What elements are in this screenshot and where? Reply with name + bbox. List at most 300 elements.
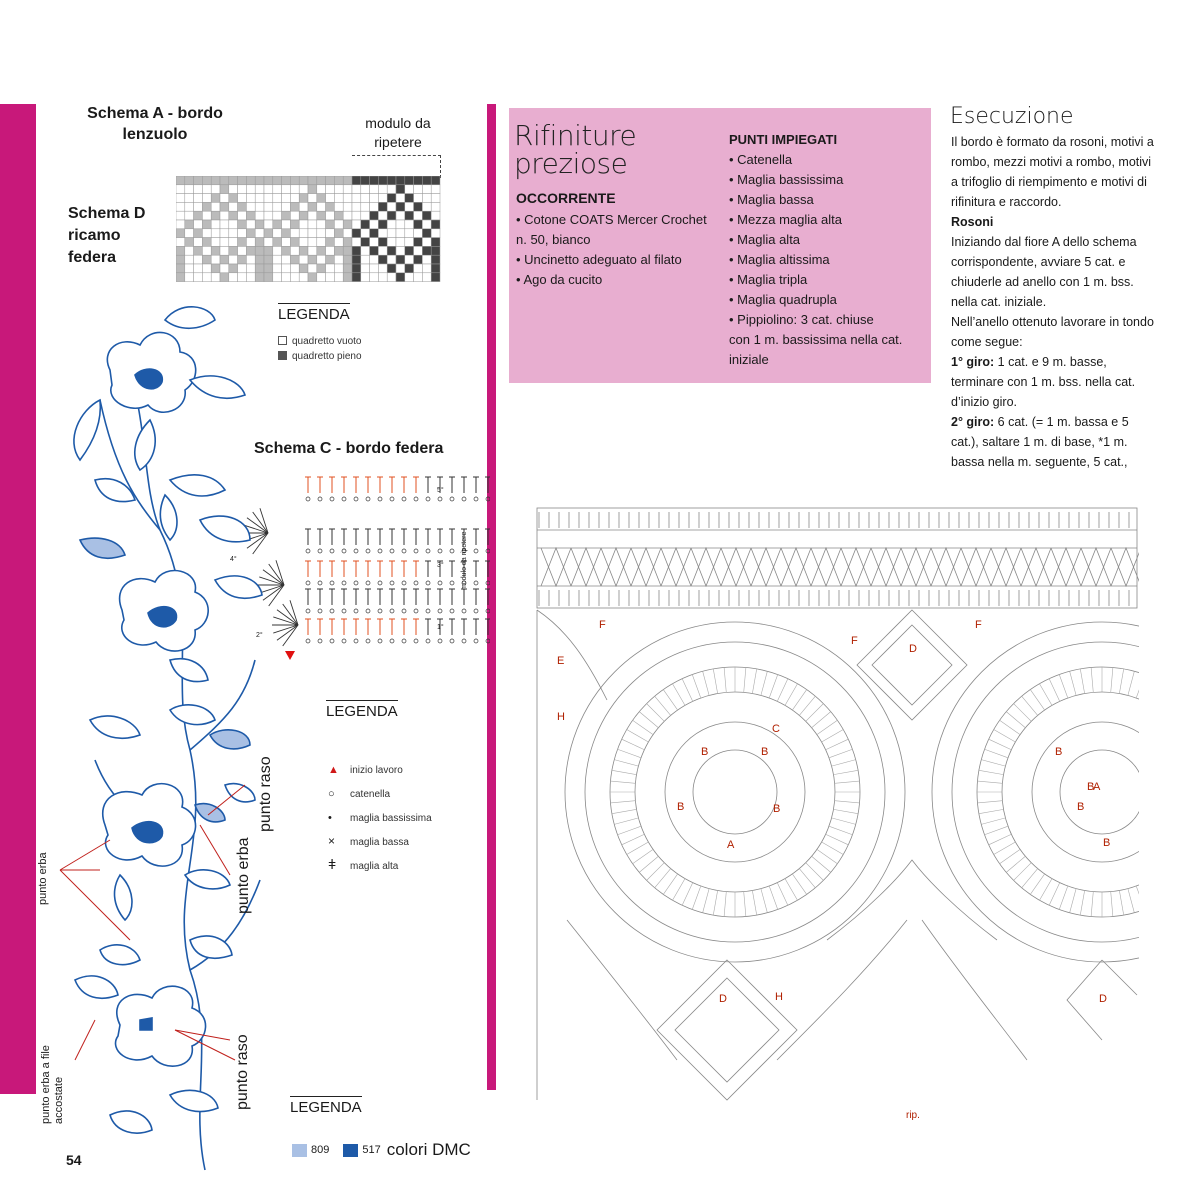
- grid-cell: [352, 202, 361, 211]
- grid-cell: [238, 202, 247, 211]
- grid-cell: [343, 238, 352, 247]
- grid-cell: [202, 238, 211, 247]
- grid-cell: [273, 185, 282, 194]
- grid-cell: [334, 273, 343, 282]
- rosette-ray: [703, 671, 709, 695]
- grid-cell: [299, 255, 308, 264]
- grid-cell: [405, 264, 414, 273]
- rosette-ray: [806, 704, 824, 722]
- grid-cell: [378, 185, 387, 194]
- rosette-ray: [977, 801, 1002, 803]
- rosette-ray: [647, 863, 665, 881]
- grid-cell: [414, 264, 423, 273]
- grid-cell: [282, 255, 291, 264]
- grid-cell: [370, 220, 379, 229]
- grid-cell: [176, 185, 185, 194]
- rosette-ray: [981, 760, 1005, 766]
- chart-letter-label: B: [1087, 781, 1095, 793]
- grid-cell: [414, 211, 423, 220]
- chart-letter-label: D: [909, 643, 917, 655]
- chain-mark: [330, 581, 334, 585]
- rosette-ray: [761, 889, 767, 913]
- grid-cell: [343, 255, 352, 264]
- rosette-ray: [1030, 690, 1044, 710]
- grid-cell: [185, 246, 194, 255]
- grid-cell: [378, 229, 387, 238]
- grid-cell: [202, 264, 211, 273]
- rosette-ray: [663, 690, 677, 710]
- rosette-ray: [833, 770, 858, 774]
- grid-cell: [431, 238, 440, 247]
- grid-cell: [387, 229, 396, 238]
- zigzag-band: [871, 548, 901, 586]
- dmc-swatch-809: [292, 1144, 307, 1157]
- rosette-ray: [639, 712, 658, 728]
- rosette-ray: [977, 781, 1002, 783]
- grid-cell: [211, 185, 220, 194]
- grid-cell: [282, 238, 291, 247]
- rip-label: rip.: [906, 1110, 920, 1121]
- legend-c-items: [328, 760, 432, 880]
- grid-cell: [194, 194, 203, 203]
- chain-mark: [390, 639, 394, 643]
- rosette-ray: [713, 669, 717, 694]
- legend-c: [326, 700, 398, 721]
- chain-mark: [390, 581, 394, 585]
- rosette-ray: [1000, 720, 1020, 734]
- chart-letter-label: F: [851, 635, 858, 647]
- grid-cell: [211, 220, 220, 229]
- grid-cell: [422, 273, 431, 282]
- rosette-ray: [673, 879, 686, 901]
- chain-mark: [354, 609, 358, 613]
- grid-cell: [352, 211, 361, 220]
- grid-cell: [361, 238, 370, 247]
- grid-cell: [220, 176, 229, 185]
- punti-line: con 1 m. bassissima nella cat.: [729, 332, 903, 347]
- grid-cell: [396, 194, 405, 203]
- grid-cell: [202, 255, 211, 264]
- rosette-ray: [822, 842, 844, 855]
- grid-cell: [185, 238, 194, 247]
- chain-mark: [366, 549, 370, 553]
- occorrente-line: • Uncinetto adeguato al filato: [516, 252, 682, 267]
- grid-cell: [317, 264, 326, 273]
- punti-line: • Maglia alta: [729, 232, 801, 247]
- rosette-ray: [744, 892, 746, 917]
- rosette-ray: [692, 886, 701, 909]
- grid-cell: [422, 185, 431, 194]
- grid-cell: [422, 202, 431, 211]
- grid-cell: [185, 264, 194, 273]
- grid-cell: [370, 194, 379, 203]
- grid-cell: [238, 229, 247, 238]
- grid-cell: [326, 202, 335, 211]
- grid-cell: [176, 176, 185, 185]
- rosette-ray: [1128, 889, 1134, 913]
- grid-cell: [378, 238, 387, 247]
- rosette-ray: [744, 667, 746, 692]
- grid-cell: [255, 185, 264, 194]
- grid-cell: [264, 202, 273, 211]
- zigzag-band: [571, 548, 601, 586]
- grid-cell: [414, 202, 423, 211]
- rosette-ray: [832, 760, 856, 766]
- grid-cell: [334, 176, 343, 185]
- grid-cell: [290, 273, 299, 282]
- punti-line: • Catenella: [729, 152, 793, 167]
- grid-cell: [299, 220, 308, 229]
- rosette-ray: [994, 730, 1016, 743]
- grid-cell: [246, 255, 255, 264]
- chart-letter-label: A: [1093, 781, 1101, 793]
- rosette-ray: [1111, 892, 1113, 917]
- grid-cell: [370, 255, 379, 264]
- grid-cell: [282, 185, 291, 194]
- grid-cell: [229, 264, 238, 273]
- rosette-ray: [799, 869, 815, 888]
- grid-cell: [185, 176, 194, 185]
- fan-stitch: [290, 600, 298, 625]
- chain-mark: [378, 581, 382, 585]
- grid-cell: [431, 185, 440, 194]
- grid-cell: [431, 246, 440, 255]
- grid-cell: [211, 202, 220, 211]
- rosette-ray: [1080, 669, 1084, 694]
- schema-c-title: Schema C - bordo federa: [254, 440, 444, 457]
- grid-cell: [387, 220, 396, 229]
- punti-line: • Mezza maglia alta: [729, 212, 842, 227]
- chart-letter-label: D: [1099, 993, 1107, 1005]
- grid-cell: [334, 229, 343, 238]
- grid-cell: [396, 246, 405, 255]
- chain-mark: [438, 609, 442, 613]
- zigzag-band: [961, 548, 991, 586]
- grid-cell: [238, 194, 247, 203]
- grid-cell: [194, 220, 203, 229]
- grid-cell: [317, 185, 326, 194]
- dmc-legend: [290, 1096, 362, 1117]
- occorrente-line: • Ago da cucito: [516, 272, 603, 287]
- grid-cell: [308, 238, 317, 247]
- grid-cell: [361, 273, 370, 282]
- chain-mark: [306, 581, 310, 585]
- grid-cell: [282, 220, 291, 229]
- grid-cell: [264, 229, 273, 238]
- grid-cell: [308, 194, 317, 203]
- grid-cell: [290, 211, 299, 220]
- grid-cell: [255, 246, 264, 255]
- grid-cell: [246, 246, 255, 255]
- chain-mark: [306, 497, 310, 501]
- grid-cell: [317, 273, 326, 282]
- punti-line: • Maglia bassa: [729, 192, 814, 207]
- grid-cell: [387, 194, 396, 203]
- chain-mark: [486, 581, 490, 585]
- grid-cell: [176, 211, 185, 220]
- grid-cell: [317, 176, 326, 185]
- grid-cell: [290, 185, 299, 194]
- grid-cell: [396, 264, 405, 273]
- cross-icon: ×: [328, 834, 336, 848]
- grid-cell: [264, 176, 273, 185]
- chain-mark: [390, 549, 394, 553]
- grid-cell: [361, 264, 370, 273]
- grid-cell: [370, 273, 379, 282]
- dmc-legend-title: LEGENDA: [290, 1096, 362, 1116]
- chain-mark: [462, 609, 466, 613]
- grid-cell: [238, 246, 247, 255]
- grid-cell: [361, 202, 370, 211]
- rosette-ray: [1070, 889, 1076, 913]
- grid-cell: [211, 229, 220, 238]
- grid-cell: [334, 202, 343, 211]
- dmc-code-517: 517: [362, 1144, 381, 1156]
- occorrente-line: n. 50, bianco: [516, 232, 591, 247]
- rosette-ray: [618, 826, 641, 835]
- grid-cell: [387, 238, 396, 247]
- rosette-ray: [1040, 684, 1053, 706]
- chain-mark: [474, 639, 478, 643]
- grid-cell: [308, 185, 317, 194]
- grid-cell: [194, 246, 203, 255]
- grid-cell: [370, 229, 379, 238]
- grid-cell: [211, 246, 220, 255]
- grid-cell: [185, 185, 194, 194]
- chain-mark: [486, 549, 490, 553]
- legend-a-item-empty: quadretto vuoto: [278, 336, 362, 347]
- legend-c-item: × maglia bassa: [328, 834, 409, 848]
- chain-mark: [414, 581, 418, 585]
- grid-cell: [229, 238, 238, 247]
- rosette-ray: [812, 712, 831, 728]
- grid-cell: [255, 202, 264, 211]
- grid-cell: [299, 194, 308, 203]
- chain-mark: [450, 609, 454, 613]
- grid-cell: [326, 238, 335, 247]
- grid-cell: [308, 273, 317, 282]
- grid-cell: [334, 185, 343, 194]
- grid-cell: [176, 229, 185, 238]
- chain-mark: [378, 549, 382, 553]
- chart-letter-label: F: [975, 619, 982, 631]
- grid-cell: [405, 273, 414, 282]
- chain-mark: [318, 639, 322, 643]
- grid-cell: [361, 220, 370, 229]
- grid-cell: [282, 246, 291, 255]
- rosette-ray: [1030, 874, 1044, 894]
- rosette-ray: [979, 770, 1004, 774]
- grid-cell: [273, 202, 282, 211]
- grid-cell: [220, 238, 229, 247]
- chain-mark: [474, 609, 478, 613]
- grid-cell: [273, 255, 282, 264]
- rosette-ray: [1119, 669, 1123, 694]
- chain-mark: [414, 609, 418, 613]
- rosette-ray: [826, 834, 849, 845]
- chain-mark: [450, 581, 454, 585]
- grid-cell: [370, 202, 379, 211]
- grid-cell: [378, 246, 387, 255]
- grid-cell: [220, 202, 229, 211]
- box-title-line-2: preziose: [514, 147, 628, 180]
- grid-cell: [282, 194, 291, 203]
- chain-mark: [414, 497, 418, 501]
- grid-cell: [431, 220, 440, 229]
- rosette-ray: [777, 883, 788, 906]
- grid-cell: [414, 246, 423, 255]
- legend-a-item-full: quadretto pieno: [278, 351, 362, 362]
- rosette-ray: [1070, 671, 1076, 695]
- grid-cell: [317, 229, 326, 238]
- punti-line: • Maglia tripla: [729, 272, 808, 287]
- rosette-ray: [785, 684, 798, 706]
- grid-cell: [229, 211, 238, 220]
- schema-a-title: Schema A - bordo lenzuolo: [87, 105, 223, 143]
- grid-cell: [422, 229, 431, 238]
- grid-cell: [334, 220, 343, 229]
- grid-cell: [414, 185, 423, 194]
- grid-cell: [246, 202, 255, 211]
- grid-cell: [308, 246, 317, 255]
- grid-cell: [396, 211, 405, 220]
- grid-cell: [194, 211, 203, 220]
- legend-c-item: • maglia bassissima: [328, 812, 432, 824]
- grid-cell: [220, 220, 229, 229]
- embroidery-vine: [40, 280, 290, 1180]
- grid-cell: [290, 238, 299, 247]
- grid-cell: [334, 194, 343, 203]
- chart-letter-label: B: [1103, 837, 1111, 849]
- grid-cell: [378, 220, 387, 229]
- rosette-ray: [1136, 675, 1139, 698]
- grid-cell: [396, 255, 405, 264]
- punti-line: • Pippiolino: 3 cat. chiuse: [729, 312, 874, 327]
- chart-letter-label: F: [599, 619, 606, 631]
- grid-cell: [405, 176, 414, 185]
- grid-cell: [387, 185, 396, 194]
- dmc-colors: [292, 1140, 471, 1160]
- grid-cell: [211, 255, 220, 264]
- grid-cell: [387, 255, 396, 264]
- legend-a: [278, 303, 362, 362]
- grid-cell: [290, 246, 299, 255]
- grid-cell: [326, 229, 335, 238]
- occorrente-line: • Cotone COATS Mercer Crochet: [516, 212, 707, 227]
- chain-mark: [318, 609, 322, 613]
- rosette-ray: [994, 842, 1016, 855]
- chain-mark: [330, 497, 334, 501]
- grid-cell: [246, 176, 255, 185]
- chain-mark: [342, 639, 346, 643]
- chain-mark: [330, 549, 334, 553]
- giro-1-label: 1° giro:: [951, 355, 995, 369]
- chart-letter-label: B: [773, 803, 781, 815]
- grid-cell: [317, 220, 326, 229]
- esecuzione-text: Il bordo è formato da rosoni, motivi a rombo, mezzi motivi a rombo, motivi a trifoglio di riempimento e motivi di rifinitura e raccordo. Rosoni Iniziando dal fiore A dello schema corrispondente, avviare 5 cat. e chiuderle ad anello con 1 m. bss. nella cat. iniziale. Nell’anello ottenuto lavorare in tondo come segue: 1° giro: 1 cat. e 9 m. basse, terminare con 1 m. bss. nella cat. d’inizio giro. 2° giro: 6 cat. (= 1 m. bassa e 5 cat.), saltare 1 m. di base, *1 m. bassa nella m. seguente, 5 cat.,: [951, 132, 1161, 472]
- grid-cell: [405, 220, 414, 229]
- grid-cell: [308, 176, 317, 185]
- rosette-ray: [1059, 675, 1068, 698]
- legend-c-item: ○ catenella: [328, 788, 391, 800]
- grid-cell: [378, 194, 387, 203]
- punti-line: • Maglia quadrupla: [729, 292, 837, 307]
- grid-cell: [202, 229, 211, 238]
- rosette-ray: [1049, 679, 1060, 702]
- rosette-ray: [633, 720, 653, 734]
- punto-erba-label-1: punto erba: [235, 837, 252, 914]
- rosette-ray: [614, 818, 638, 824]
- grid-cell: [308, 264, 317, 273]
- grid-cell: [308, 255, 317, 264]
- grid-cell: [352, 255, 361, 264]
- grid-cell: [273, 264, 282, 273]
- grid-cell: [317, 246, 326, 255]
- grid-cell: [343, 185, 352, 194]
- zigzag-band: [991, 548, 1021, 586]
- rosette-ray: [833, 809, 858, 813]
- rosette-ray: [981, 818, 1005, 824]
- chain-mark: [414, 639, 418, 643]
- grid-cell: [387, 202, 396, 211]
- grid-cell: [176, 194, 185, 203]
- chain-mark: [366, 497, 370, 501]
- grid-cell: [264, 255, 273, 264]
- grid-cell: [405, 185, 414, 194]
- grid-cell: [343, 194, 352, 203]
- zigzag-band: [841, 548, 871, 586]
- circle-icon: ○: [328, 788, 335, 800]
- grid-cell: [299, 264, 308, 273]
- rosette-ray: [612, 770, 637, 774]
- grid-cell: [414, 255, 423, 264]
- chain-mark: [462, 639, 466, 643]
- punto-erba-label-left: punto erba: [37, 852, 49, 905]
- grid-cell: [264, 238, 273, 247]
- chart-letter-label: B: [1055, 746, 1063, 758]
- rosette-ray: [829, 826, 852, 835]
- chain-mark: [426, 639, 430, 643]
- chain-mark: [426, 549, 430, 553]
- legend-c-item: ▲ inizio lavoro: [328, 764, 403, 776]
- grid-cell: [352, 246, 361, 255]
- chain-mark: [414, 549, 418, 553]
- grid-cell: [361, 185, 370, 194]
- grid-cell: [185, 194, 194, 203]
- grid-cell: [246, 229, 255, 238]
- grid-cell: [202, 211, 211, 220]
- grid-cell: [229, 176, 238, 185]
- rosette-ray: [1119, 890, 1123, 915]
- grid-cell: [202, 246, 211, 255]
- chain-mark: [402, 497, 406, 501]
- schema-d-title: Schema D ricamo federa: [68, 205, 146, 266]
- grid-cell: [343, 176, 352, 185]
- chain-mark: [486, 639, 490, 643]
- punto-raso-label-2: punto raso: [234, 1034, 251, 1110]
- punto-raso-label-1: punto raso: [257, 756, 274, 832]
- grid-cell: [370, 176, 379, 185]
- grid-cell: [238, 185, 247, 194]
- chain-mark: [366, 581, 370, 585]
- legend-c-title: LEGENDA: [326, 700, 398, 720]
- grid-cell: [185, 255, 194, 264]
- rosette-ray: [1040, 879, 1053, 901]
- grid-cell: [378, 273, 387, 282]
- grid-cell: [378, 264, 387, 273]
- chart-letter-label: B: [677, 801, 685, 813]
- grid-cell: [431, 229, 440, 238]
